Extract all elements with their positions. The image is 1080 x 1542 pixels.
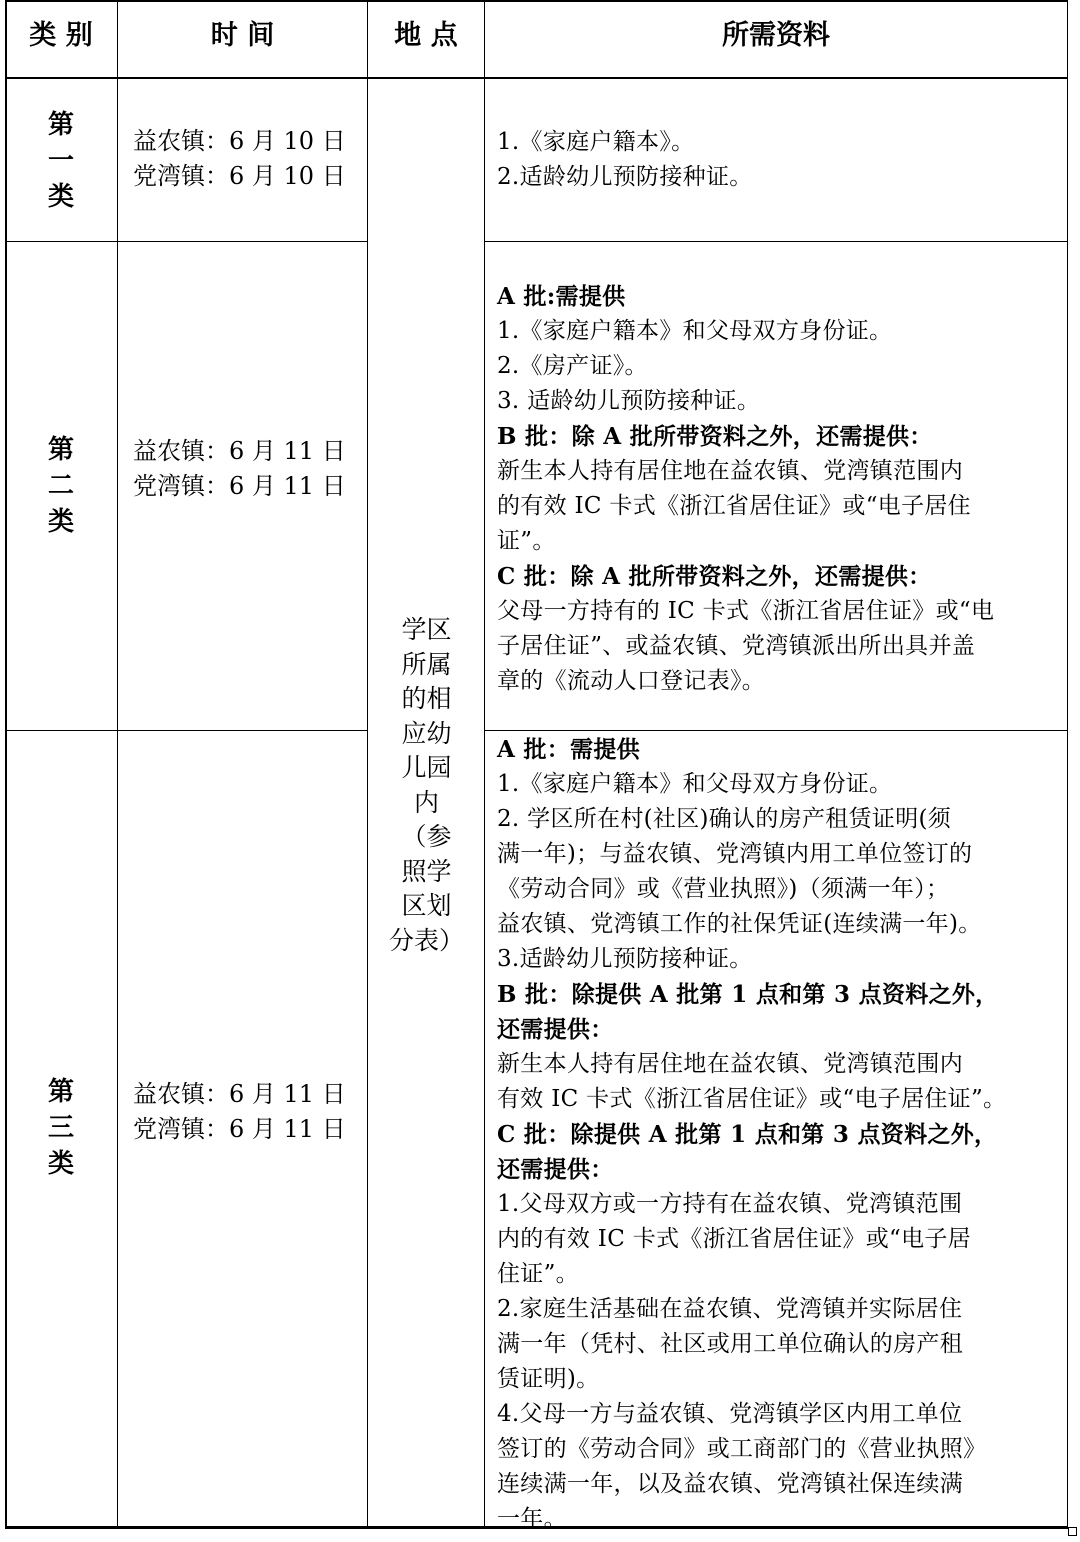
material-line: 父母一方持有的 IC 卡式《浙江省居住证》或“电	[497, 598, 995, 624]
row3-category	[5, 1074, 117, 1182]
header-bottom-rule	[5, 77, 1068, 79]
material-line: 1.《家庭户籍本》。	[497, 129, 695, 155]
material-line: 3. 适龄幼儿预防接种证。	[497, 388, 761, 414]
material-line: 新生本人持有居住地在益农镇、党湾镇范围内	[497, 1051, 963, 1077]
table-top-border	[5, 0, 1068, 2]
time-line: 益农镇：6 月 11 日	[133, 1080, 346, 1108]
material-line: B 批：除 A 批所带资料之外，还需提供：	[497, 423, 933, 450]
row2-category	[5, 432, 117, 540]
material-line: 证”。	[497, 528, 556, 554]
location-line: 照学	[401, 856, 452, 886]
category-char: 类	[47, 182, 74, 212]
row2-time	[133, 434, 346, 504]
material-line: 赁证明)。	[497, 1366, 600, 1392]
location-line: 内	[413, 787, 439, 817]
header-category: 类 别	[29, 20, 93, 51]
col-divider-1	[117, 0, 118, 1529]
category-char: 三	[47, 1113, 74, 1143]
time-line: 党湾镇：6 月 11 日	[133, 1115, 346, 1143]
row3-time	[133, 1077, 346, 1147]
row1-bottom-rule-left	[5, 241, 367, 242]
material-line: 的有效 IC 卡式《浙江省居住证》或“电子居住	[497, 493, 971, 519]
material-line: 益农镇、党湾镇工作的社保凭证(连续满一年)。	[497, 911, 982, 937]
material-line: 3.适龄幼儿预防接种证。	[497, 946, 753, 972]
material-line: 住证”。	[497, 1261, 579, 1287]
material-line: 满一年（凭村、社区或用工单位确认的房产租	[497, 1331, 963, 1357]
category-char: 二	[47, 471, 74, 501]
row1-category	[5, 107, 117, 215]
material-line: 还需提供：	[497, 1156, 614, 1183]
category-char: 第	[47, 1077, 74, 1107]
location-line: 所属	[401, 649, 452, 679]
time-line: 益农镇：6 月 10 日	[133, 127, 346, 155]
material-line: C 批：除 A 批所带资料之外，还需提供：	[497, 563, 932, 590]
material-line: 连续满一年，以及益农镇、党湾镇社保连续满	[497, 1471, 963, 1497]
category-char: 第	[47, 110, 74, 140]
category-char: 类	[47, 1149, 74, 1179]
material-line: 1.父母双方或一方持有在益农镇、党湾镇范围	[497, 1191, 963, 1217]
material-line: 2.家庭生活基础在益农镇、党湾镇并实际居住	[497, 1296, 963, 1322]
header-materials: 所需资料	[722, 20, 830, 51]
category-char: 一	[47, 146, 74, 176]
time-line: 党湾镇：6 月 11 日	[133, 472, 346, 500]
material-line: 2.《房产证》。	[497, 353, 648, 379]
col-divider-2	[367, 0, 368, 1529]
category-char: 第	[47, 435, 74, 465]
page-corner-mark	[1068, 1527, 1077, 1536]
location-line: 应幼	[401, 718, 452, 748]
material-line: 子居住证”、或益农镇、党湾镇派出所出具并盖	[497, 633, 976, 659]
material-line: 内的有效 IC 卡式《浙江省居住证》或“电子居	[497, 1226, 971, 1252]
row2-bottom-rule-left	[5, 730, 367, 731]
material-line: 签订的《劳动合同》或工商部门的《营业执照》	[497, 1436, 987, 1462]
row1-materials	[497, 125, 753, 195]
col-left-border	[5, 0, 7, 1529]
location-line: 分表）	[388, 925, 464, 955]
material-line: 有效 IC 卡式《浙江省居住证》或“电子居住证”。	[497, 1086, 1007, 1112]
col-right-border	[1067, 0, 1068, 1529]
material-line: 章的《流动人口登记表》。	[497, 668, 766, 694]
header-location: 地 点	[394, 20, 458, 51]
material-line: 1.《家庭户籍本》和父母双方身份证。	[497, 771, 893, 797]
time-line: 党湾镇：6 月 10 日	[133, 162, 346, 190]
row2-bottom-rule-right	[484, 730, 1068, 731]
material-line: 2. 学区所在村(社区)确认的房产租赁证明(须	[497, 806, 952, 832]
material-line: 4.父母一方与益农镇、党湾镇学区内用工单位	[497, 1401, 963, 1427]
material-line: 1.《家庭户籍本》和父母双方身份证。	[497, 318, 893, 344]
location-line: 学区	[401, 615, 452, 644]
material-line: 一年。	[497, 1506, 567, 1532]
material-line: 新生本人持有居住地在益农镇、党湾镇范围内	[497, 458, 963, 484]
material-line: 《劳动合同》或《营业执照》)（须满一年）；	[497, 876, 950, 902]
material-line: 还需提供：	[497, 1016, 614, 1043]
time-line: 益农镇：6 月 11 日	[133, 437, 346, 465]
location-line: 的相	[401, 684, 452, 713]
material-line: A 批：需提供	[497, 736, 640, 763]
row2-materials	[497, 279, 994, 699]
header-time: 时 间	[210, 20, 275, 51]
material-line: A 批:需提供	[497, 283, 626, 310]
location-line: 儿园	[401, 753, 452, 782]
material-line: C 批：除提供 A 批第 1 点和第 3 点资料之外，	[497, 1121, 998, 1148]
material-line: 2.适龄幼儿预防接种证。	[497, 164, 753, 190]
location-cell	[370, 613, 483, 958]
material-line: 满一年)；与益农镇、党湾镇内用工单位签订的	[497, 841, 973, 867]
material-line: B 批：除提供 A 批第 1 点和第 3 点资料之外，	[497, 981, 999, 1008]
category-char: 类	[47, 507, 74, 537]
location-line: （参	[401, 822, 452, 851]
row1-bottom-rule-right	[484, 241, 1068, 242]
row3-materials	[497, 732, 1006, 1537]
row1-time	[133, 124, 346, 194]
location-line: 区划	[401, 891, 452, 920]
col-divider-3	[484, 0, 485, 1529]
